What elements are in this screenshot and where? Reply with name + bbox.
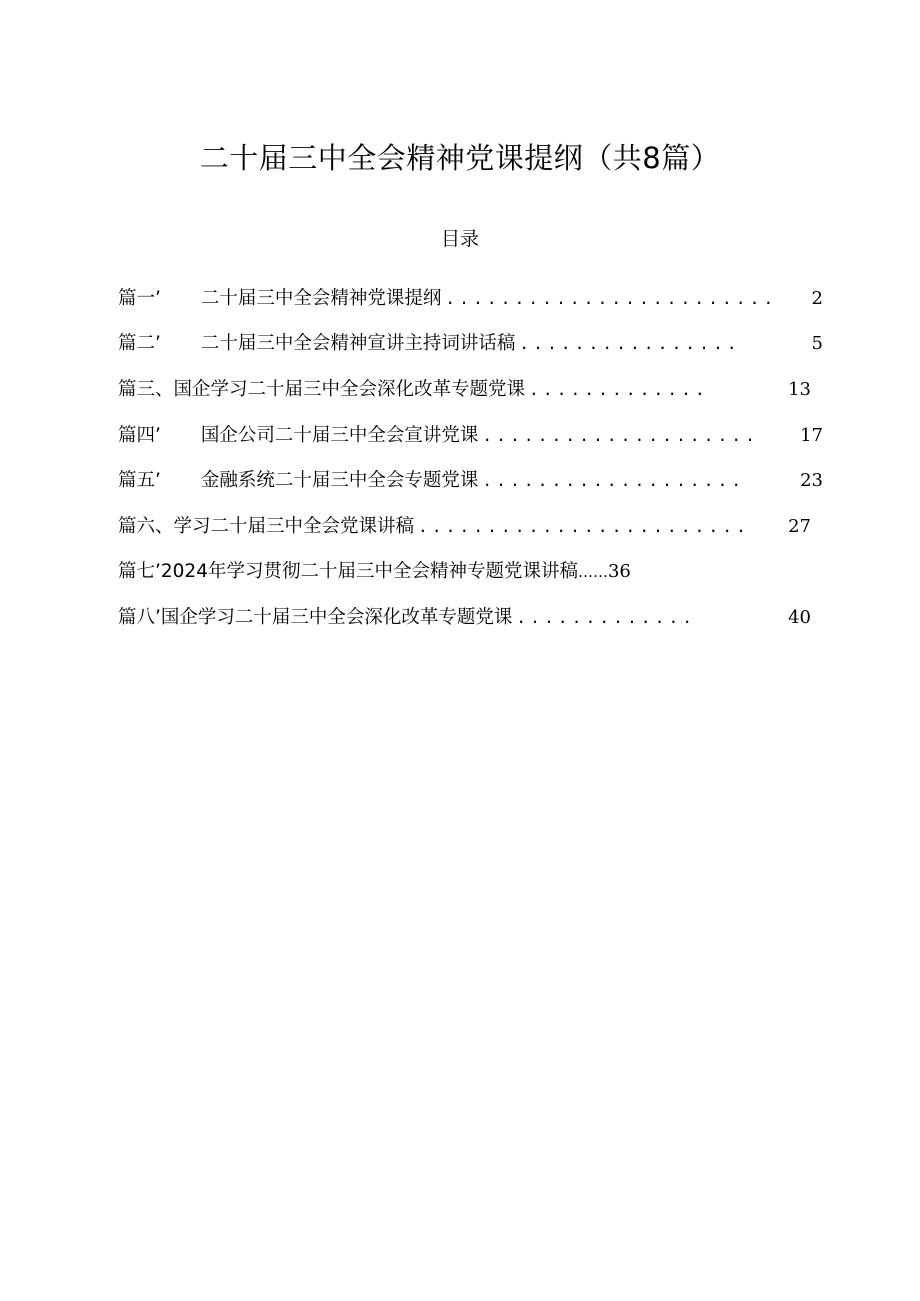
toc-entry-3[interactable] (118, 367, 811, 413)
toc-entry-leader: .................... (482, 425, 760, 445)
toc-entry-page: 23 (800, 470, 823, 492)
toc-entry-page: 17 (800, 424, 823, 446)
toc-entry-prefix: 篇二’ (118, 333, 161, 355)
toc-entry-title: 国企学习二十届三中全会深化改革专题党课 (160, 606, 513, 628)
document-title: 二十届三中全会精神党课提纲（共8篇） (199, 141, 721, 175)
toc-entry-8[interactable] (118, 595, 811, 641)
toc-entry-5[interactable] (118, 458, 823, 504)
toc-entry-prefix: 篇五’ (118, 470, 161, 492)
toc-entry-prefix: 篇六、 (118, 515, 174, 537)
toc-entry-page: 27 (788, 515, 811, 537)
toc-entry-page: 2 (811, 287, 823, 309)
table-of-contents (118, 276, 823, 641)
toc-entry-leader: ............. (529, 379, 709, 399)
toc-entry-page: 5 (811, 333, 823, 355)
toc-entry-2[interactable] (118, 322, 823, 368)
toc-entry-prefix: 篇四’ (118, 424, 161, 446)
toc-entry-leader: ................ (519, 334, 741, 354)
toc-entry-leader: ........................ (445, 288, 778, 308)
toc-entry-prefix: 篇八’ (118, 606, 161, 628)
toc-entry-prefix: 篇七’ (118, 561, 161, 583)
toc-heading: 目录 (440, 228, 479, 250)
toc-entry-title: 二十届三中全会精神党课提纲 (200, 287, 442, 309)
toc-entry-title: 二十届三中全会精神宣讲主持词讲话稿 (200, 333, 516, 355)
toc-entry-title: 国企公司二十届三中全会宣讲党课 (200, 424, 479, 446)
toc-entry-title: 国企学习二十届三中全会深化改革专题党课 (173, 378, 526, 400)
toc-entry-leader: ................... (482, 471, 746, 491)
toc-entry-page: 36 (607, 561, 631, 583)
toc-entry-4[interactable] (118, 413, 823, 459)
toc-entry-7[interactable] (118, 550, 823, 596)
toc-entry-page: 13 (788, 378, 811, 400)
toc-entry-leader: …… (577, 563, 608, 582)
toc-entry-prefix: 篇一’ (118, 287, 161, 309)
toc-entry-prefix: 篇三、 (118, 378, 174, 400)
toc-entry-leader: ........................ (418, 516, 751, 536)
toc-entry-title: 2024年学习贯彻二十届三中全会精神专题党课讲稿 (160, 561, 578, 583)
toc-entry-leader: ............. (516, 607, 697, 627)
toc-entry-6[interactable] (118, 504, 811, 550)
toc-entry-title: 学习二十届三中全会党课讲稿 (173, 515, 415, 537)
toc-entry-1[interactable] (118, 276, 823, 322)
toc-entry-title: 金融系统二十届三中全会专题党课 (200, 470, 479, 492)
toc-entry-page: 40 (788, 606, 811, 628)
